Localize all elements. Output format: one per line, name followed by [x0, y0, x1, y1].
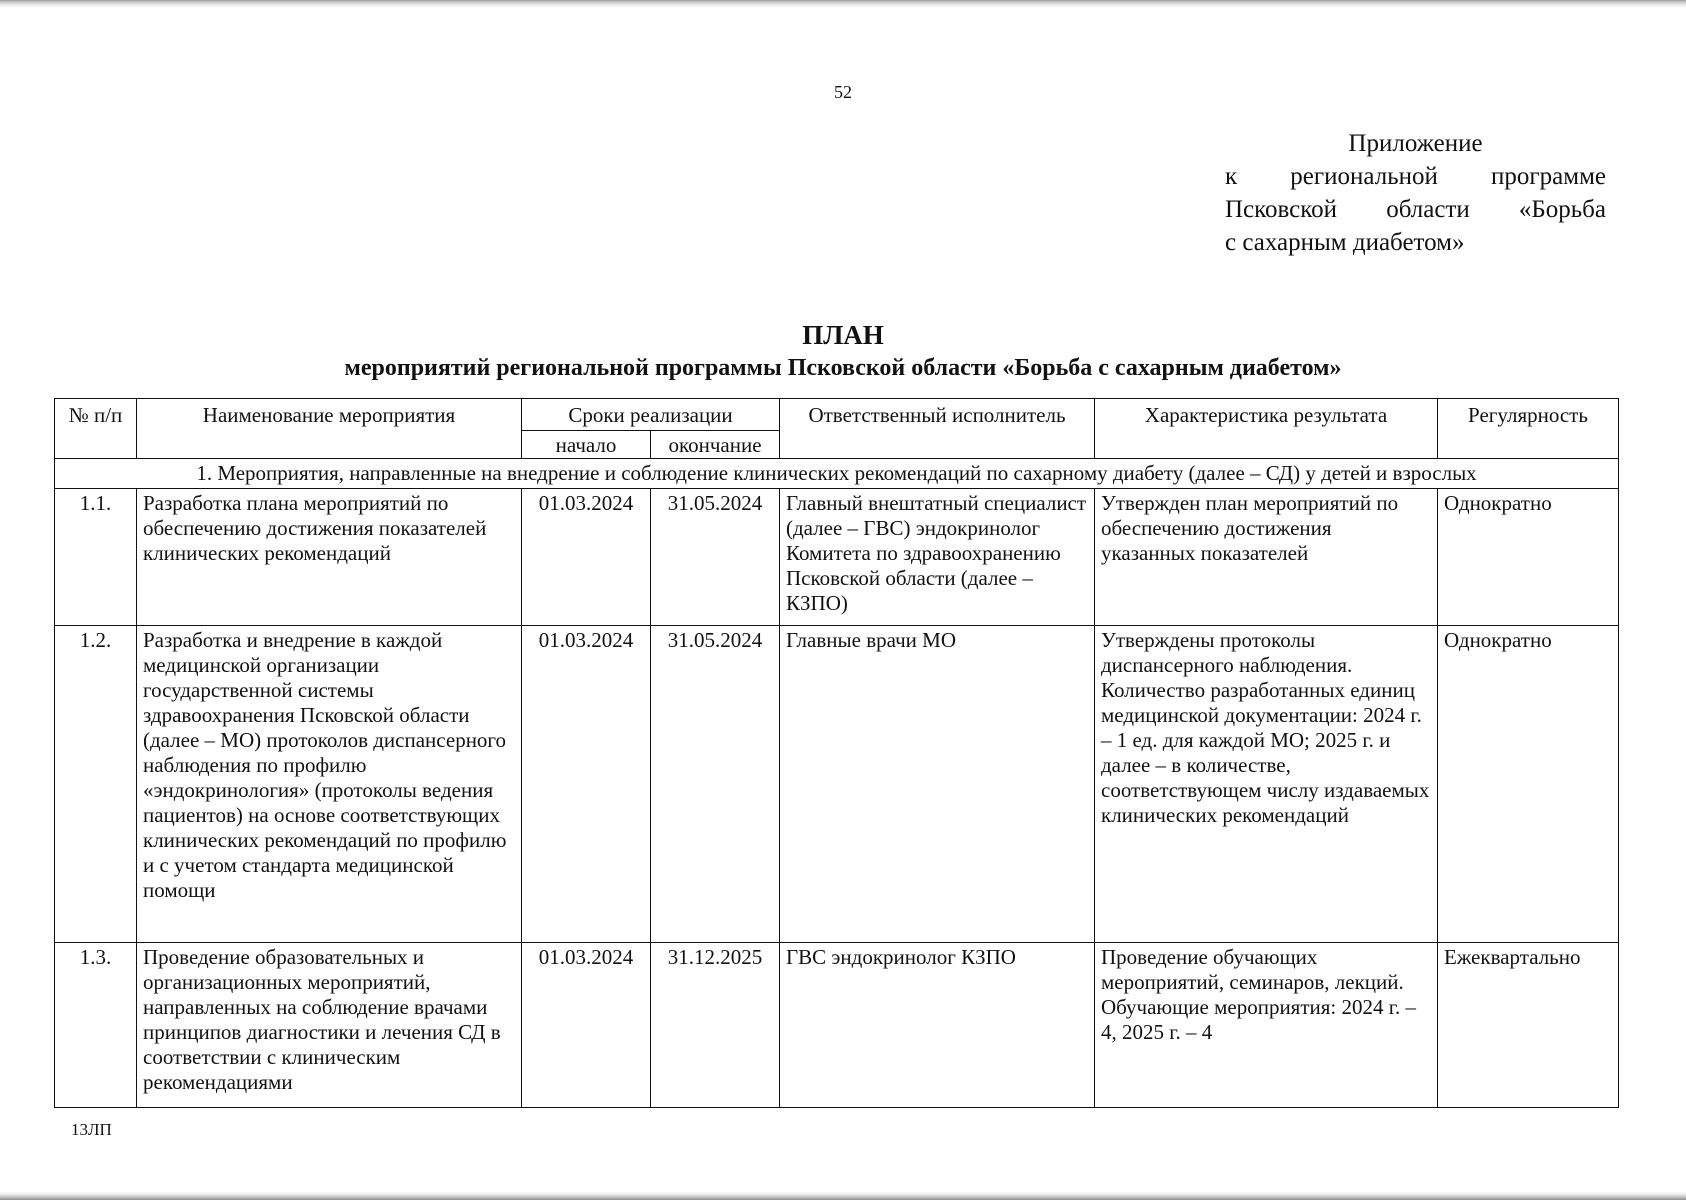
row-result: Проведение обучающих мероприятий, семинаров, лекций. Обучающие мероприятия: 2024 г. – 4, 2025 г. – 4 [1095, 943, 1438, 1108]
header-result: Характеристика результата [1095, 399, 1438, 459]
row-result: Утверждены протоколы диспансерного наблюдения. Количество разработанных единиц медицинской документации: 2024 г. – 1 ед. для каждой МО; 2025 г. и далее – в количестве, соответствующем числу издаваемых клинических рекомендаций [1095, 626, 1438, 943]
header-period: Сроки реализации [522, 399, 780, 431]
row-num: 1.2. [55, 626, 137, 943]
header-num: № п/п [55, 399, 137, 459]
row-num: 1.3. [55, 943, 137, 1108]
header-executor: Ответственный исполнитель [780, 399, 1095, 459]
annex-line: с сахарным диабетом» [1225, 229, 1465, 256]
header-end: окончание [651, 431, 780, 459]
row-num: 1.1. [55, 489, 137, 626]
row-end: 31.12.2025 [651, 943, 780, 1108]
row-executor: Главные врачи МО [780, 626, 1095, 943]
plan-title: ПЛАН [802, 320, 884, 350]
annex-title: Приложение [1348, 130, 1483, 157]
row-name: Разработка плана мероприятий по обеспечению достижения показателей клинических рекомендаций [137, 489, 522, 626]
section-row [55, 459, 1619, 489]
row-start: 01.03.2024 [522, 626, 651, 943]
annex-line: Псковской области «Борьба [1225, 196, 1606, 223]
annex-line: к региональной программе [1225, 163, 1606, 190]
annex-block [1225, 127, 1606, 259]
row-executor: Главный внештатный специалист (далее – ГВС) эндокринолог Комитета по здравоохранению Псковской области (далее – КЗПО) [780, 489, 1095, 626]
page-number: 52 [834, 82, 852, 102]
row-regularity: Однократно [1438, 626, 1619, 943]
table-row [55, 943, 1619, 1108]
header-regularity: Регулярность [1438, 399, 1619, 459]
table-row [55, 626, 1619, 943]
row-regularity: Ежеквартально [1438, 943, 1619, 1108]
row-end: 31.05.2024 [651, 489, 780, 626]
row-executor: ГВС эндокринолог КЗПО [780, 943, 1095, 1108]
footer-code: 13ЛП [71, 1120, 112, 1139]
row-start: 01.03.2024 [522, 943, 651, 1108]
plan-subtitle: мероприятий региональной программы Псковской области «Борьба с сахарным диабетом» [344, 355, 1342, 381]
header-start: начало [522, 431, 651, 459]
row-name: Разработка и внедрение в каждой медицинской организации государственной системы здравоохранения Псковской области (далее – МО) протоколов диспансерного наблюдения по профилю «эндокринология» (протоколы ведения пациентов) на основе соответствующих клинических рекомендаций по профилю и с учетом стандарта медицинской помощи [137, 626, 522, 943]
row-name: Проведение образовательных и организационных мероприятий, направленных на соблюдение врачами принципов диагностики и лечения СД в соответствии с клиническим рекомендациями [137, 943, 522, 1108]
scan-edge-top [0, 0, 1686, 8]
row-end: 31.05.2024 [651, 626, 780, 943]
table-row [55, 489, 1619, 626]
row-start: 01.03.2024 [522, 489, 651, 626]
section-title: 1. Мероприятия, направленные на внедрение и соблюдение клинических рекомендаций по сахарному диабету (далее – СД) у детей и взрослых [55, 459, 1619, 489]
scan-edge-bottom [0, 1192, 1686, 1200]
plan-table [54, 398, 1619, 1108]
row-result: Утвержден план мероприятий по обеспечению достижения указанных показателей [1095, 489, 1438, 626]
row-regularity: Однократно [1438, 489, 1619, 626]
header-name: Наименование мероприятия [137, 399, 522, 459]
